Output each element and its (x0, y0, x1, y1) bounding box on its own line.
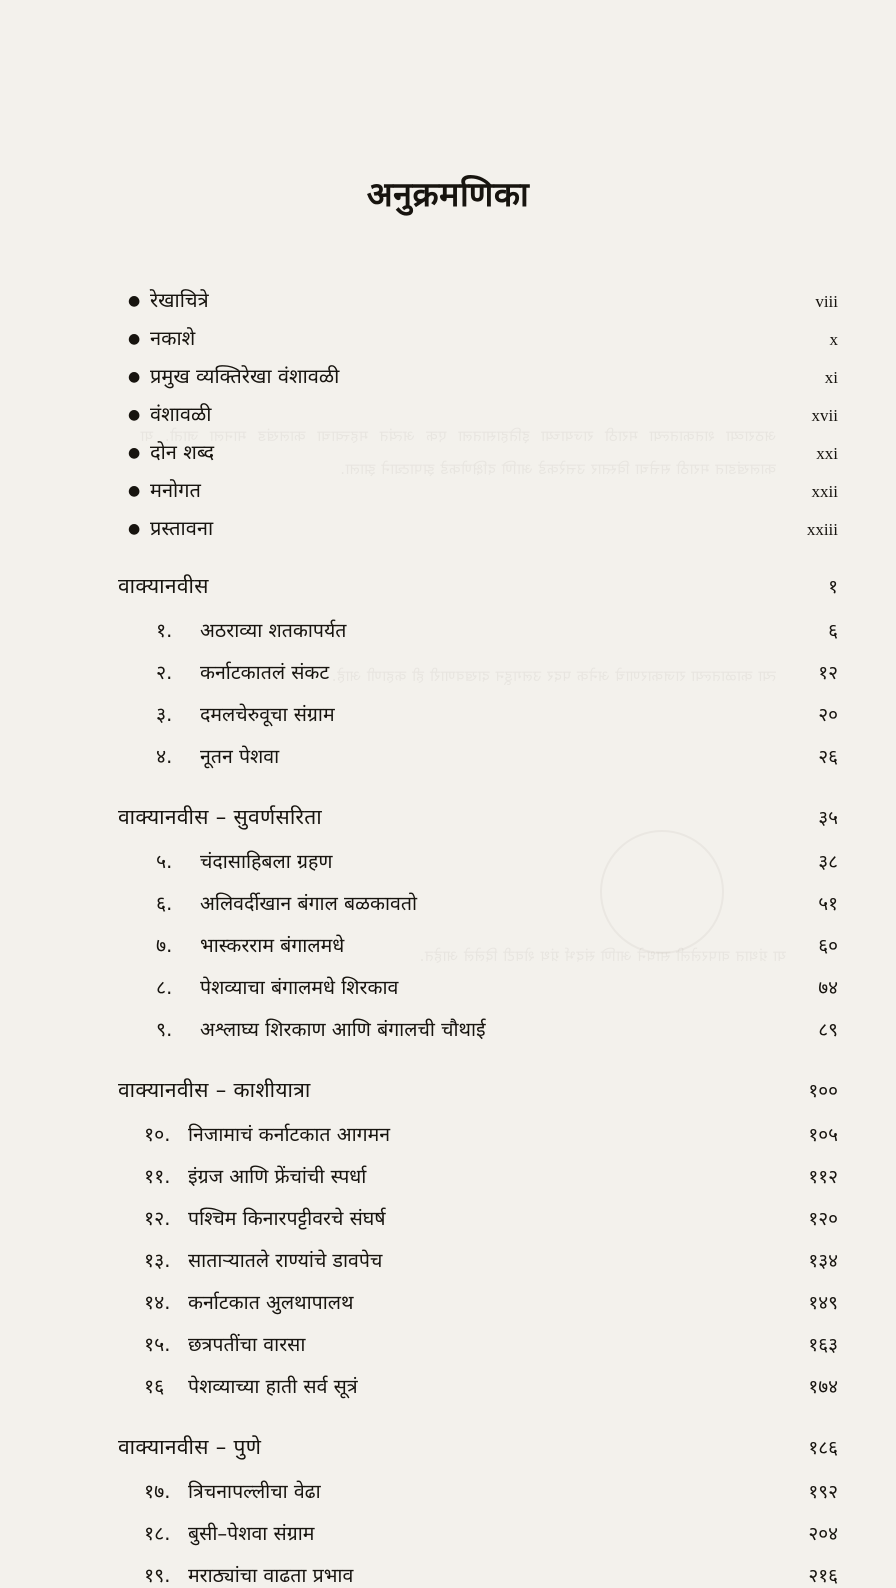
bullet-icon: ● (128, 368, 141, 385)
chapter-page: १३४ (808, 1249, 838, 1272)
chapter-title: इंग्रज आणि फ्रेंचांची स्पर्धा (188, 1164, 367, 1188)
chapter-number: १९. (144, 1563, 171, 1587)
page-title: अनुक्रमणिका (366, 174, 530, 215)
chapter-number: ३. (156, 702, 173, 726)
chapter-page: १०५ (808, 1123, 838, 1146)
section-heading (0, 803, 896, 831)
chapter-title: भास्करराम बंगालमधे (200, 933, 345, 957)
section-title: वाक्यानवीस (118, 573, 209, 598)
chapter-title: अलिवर्दीखान बंगाल बळकावतो (200, 891, 418, 915)
section-title: वाक्यानवीस – पुणे (118, 1434, 262, 1459)
chapter-page: ७४ (818, 976, 838, 999)
front-matter-label: वंशावळी (150, 401, 212, 426)
chapter-number: १५. (144, 1332, 171, 1356)
chapter-title: निजामाचं कर्नाटकात आगमन (188, 1122, 391, 1146)
list-item (0, 325, 896, 350)
front-matter-page: xi (824, 367, 838, 387)
list-item (0, 287, 896, 312)
front-matter-page: x (829, 329, 838, 349)
list-item (0, 401, 896, 426)
section-page: १ (828, 575, 838, 598)
front-matter-label: प्रस्तावना (150, 515, 214, 540)
toc-section (0, 803, 896, 1042)
bleed-through-text-2: त्या काळातल्या राजकारणाचे अनेक पदर उलगडून दाखवणारी ही कहाणी आहे. (331, 667, 776, 685)
list-item (0, 477, 896, 502)
list-item (0, 1288, 896, 1315)
bullet-icon: ● (128, 292, 141, 309)
list-item (0, 439, 896, 464)
chapter-title: अठराव्या शतकापर्यत (200, 618, 347, 642)
list-item (0, 889, 896, 916)
chapter-page: १६३ (808, 1333, 838, 1356)
list-item (0, 363, 896, 388)
chapter-page: ५१ (818, 892, 838, 915)
chapter-page: २६ (818, 745, 838, 768)
bullet-icon: ● (128, 520, 141, 537)
chapter-number: १३. (144, 1248, 171, 1272)
section-page: ३५ (818, 806, 838, 829)
chapter-page: १२ (818, 661, 838, 684)
list-item (0, 1204, 896, 1231)
bullet-icon: ● (128, 406, 141, 423)
chapter-page: ६ (828, 619, 838, 642)
front-matter-label: मनोगत (150, 477, 201, 502)
chapter-page: २० (818, 703, 838, 726)
chapter-page: १४९ (808, 1291, 838, 1314)
chapter-title: साताऱ्यातले राण्यांचे डावपेच (188, 1248, 383, 1272)
chapter-page: ३८ (818, 850, 838, 873)
front-matter-page: xxii (811, 481, 838, 501)
section-heading (0, 572, 896, 600)
chapter-page: ११२ (808, 1165, 838, 1188)
chapter-page: १२० (808, 1207, 838, 1230)
section-heading (0, 1076, 896, 1104)
list-item (0, 1372, 896, 1399)
list-item (0, 1162, 896, 1189)
chapter-number: १०. (144, 1122, 171, 1146)
front-matter-label: नकाशे (150, 325, 196, 350)
chapter-title: पश्चिम किनारपट्टीवरचे संघर्ष (188, 1206, 386, 1230)
chapter-number: ९. (156, 1017, 173, 1041)
chapter-title: पेशव्याचा बंगालमधे शिरकाव (200, 975, 399, 999)
list-item (0, 1477, 896, 1504)
chapter-title: त्रिचनापल्लीचा वेढा (188, 1479, 321, 1503)
chapter-number: १२. (144, 1206, 171, 1230)
chapter-title: दमलचेरुवूचा संग्राम (200, 702, 335, 726)
chapter-title: नूतन पेशवा (200, 744, 280, 768)
chapter-page: २१६ (808, 1564, 838, 1587)
front-matter-list (0, 287, 896, 540)
list-item (0, 1330, 896, 1357)
list-item (0, 1246, 896, 1273)
toc-section (0, 1076, 896, 1399)
chapter-number: १. (156, 618, 173, 642)
section-title: वाक्यानवीस – सुवर्णसरिता (118, 804, 322, 829)
section-page: १०० (808, 1079, 838, 1102)
list-item (0, 658, 896, 685)
chapter-title: बुसी–पेशवा संग्राम (188, 1521, 315, 1545)
list-item (0, 515, 896, 540)
chapter-number: ११. (144, 1164, 171, 1188)
chapter-title: मराठ्यांचा वाढता प्रभाव (188, 1563, 354, 1587)
list-item (0, 1519, 896, 1546)
front-matter-page: xvii (811, 405, 838, 425)
chapter-number: ७. (156, 933, 173, 957)
chapter-page: २०४ (808, 1522, 838, 1545)
chapter-page: ८९ (818, 1018, 838, 1041)
list-item (0, 616, 896, 643)
chapter-title: चंदासाहिबला ग्रहण (200, 849, 333, 873)
chapter-number: १८. (144, 1521, 171, 1545)
chapter-number: १६ (144, 1374, 165, 1398)
chapter-page: १७४ (808, 1375, 838, 1398)
bullet-icon: ● (128, 482, 141, 499)
chapter-number: ८. (156, 975, 173, 999)
chapter-number: २. (156, 660, 173, 684)
list-item (0, 742, 896, 769)
chapter-page: ६० (818, 934, 838, 957)
list-item (0, 847, 896, 874)
front-matter-page: viii (815, 291, 838, 311)
front-matter-page: xxiii (806, 519, 838, 539)
bleed-through-text-1: अठराव्या शतकातल्या मराठी राज्याच्या इतिहासातला एक अत्यंत महत्त्वाचा कालखंड मानला जातो. या कालखंडात मराठी सत्तेचा विस्तार उत्तरेकडे आणि दक्षिणेकडे झपाट्याने झाला. (134, 427, 776, 478)
toc-section (0, 572, 896, 769)
chapter-number: ६. (156, 891, 173, 915)
list-item (0, 1015, 896, 1042)
list-item (0, 700, 896, 727)
bullet-icon: ● (128, 444, 141, 461)
bleed-through-text-3: या ग्रंथात वापरलेली साधने आणि संदर्भ ग्रंथ शेवटी दिलेले आहेत. (418, 947, 786, 965)
front-matter-page: xxi (816, 443, 838, 463)
chapter-number: १७. (144, 1479, 171, 1503)
chapter-title: कर्नाटकातलं संकट (200, 660, 330, 684)
list-item (0, 1120, 896, 1147)
chapter-title: छत्रपतींचा वारसा (188, 1332, 306, 1356)
chapter-number: ४. (156, 744, 173, 768)
list-item (0, 1561, 896, 1588)
list-item (0, 973, 896, 1000)
chapter-page: १९२ (808, 1480, 838, 1503)
chapter-number: १४. (144, 1290, 171, 1314)
chapter-title: कर्नाटकात अुलथापालथ (188, 1290, 354, 1314)
section-title: वाक्यानवीस – काशीयात्रा (118, 1077, 311, 1102)
list-item (0, 931, 896, 958)
chapter-number: ५. (156, 849, 173, 873)
chapter-title: अश्लाघ्य शिरकाण आणि बंगालची चौथाई (200, 1017, 486, 1041)
front-matter-label: रेखाचित्रे (150, 287, 209, 312)
section-heading (0, 1433, 896, 1461)
section-page: १८६ (808, 1436, 838, 1459)
bullet-icon: ● (128, 330, 141, 347)
chapter-title: पेशव्याच्या हाती सर्व सूत्रं (188, 1374, 358, 1398)
front-matter-label: दोन शब्द (150, 439, 215, 464)
toc-section (0, 1433, 896, 1588)
front-matter-label: प्रमुख व्यक्तिरेखा वंशावळी (150, 363, 340, 388)
